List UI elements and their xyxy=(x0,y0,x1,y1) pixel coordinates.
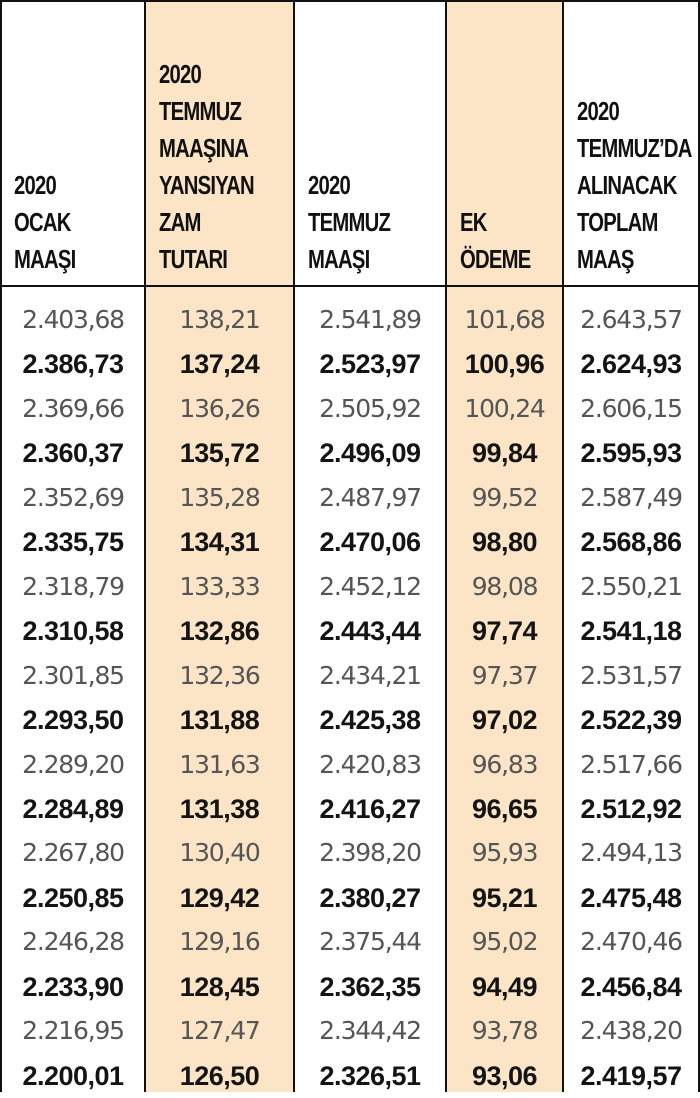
cell-temmuz-maasi: 2.398,20 xyxy=(319,838,421,868)
table-row xyxy=(0,387,700,431)
table-row xyxy=(0,787,700,831)
cell-ocak-maasi: 2.335,75 xyxy=(22,527,124,558)
table-row xyxy=(0,298,700,342)
header-temmuz-maasi xyxy=(294,6,446,278)
table-row xyxy=(0,743,700,787)
cell-toplam-maas: 2.606,15 xyxy=(580,393,682,423)
cell-zam-tutari: 134,31 xyxy=(179,527,260,558)
cell-temmuz-maasi: 2.344,42 xyxy=(319,1016,421,1046)
cell-temmuz-maasi: 2.416,27 xyxy=(319,793,421,824)
cell-ek-odeme: 100,96 xyxy=(464,349,545,380)
cell-temmuz-maasi: 2.425,38 xyxy=(319,705,421,736)
cell-zam-tutari: 138,21 xyxy=(179,305,260,334)
cell-zam-tutari: 126,50 xyxy=(179,1060,260,1091)
cell-ek-odeme: 96,65 xyxy=(471,793,538,824)
cell-ocak-maasi: 2.267,80 xyxy=(22,838,124,868)
cell-temmuz-maasi: 2.326,51 xyxy=(319,1060,421,1091)
table-row xyxy=(0,520,700,564)
cell-zam-tutari: 131,38 xyxy=(179,793,260,824)
cell-zam-tutari: 127,47 xyxy=(179,1016,260,1046)
cell-temmuz-maasi: 2.523,97 xyxy=(319,349,421,380)
cell-zam-tutari: 133,33 xyxy=(179,571,260,601)
cell-temmuz-maasi: 2.375,44 xyxy=(319,927,421,957)
cell-ocak-maasi: 2.352,69 xyxy=(22,482,124,512)
cell-ocak-maasi: 2.200,01 xyxy=(22,1060,124,1091)
cell-ocak-maasi: 2.289,20 xyxy=(22,749,124,779)
cell-ek-odeme: 99,84 xyxy=(471,438,538,469)
cell-toplam-maas: 2.456,84 xyxy=(580,971,682,1002)
cell-toplam-maas: 2.587,49 xyxy=(580,482,682,512)
cell-temmuz-maasi: 2.443,44 xyxy=(319,616,421,647)
cell-ocak-maasi: 2.318,79 xyxy=(22,571,124,601)
cell-toplam-maas: 2.438,20 xyxy=(580,1016,682,1046)
cell-ek-odeme: 96,83 xyxy=(471,749,538,779)
header-label: 2020 TEMMUZ MAAŞI xyxy=(308,170,391,274)
cell-toplam-maas: 2.512,92 xyxy=(580,793,682,824)
table-row xyxy=(0,698,700,742)
cell-toplam-maas: 2.531,57 xyxy=(580,660,682,690)
cell-ek-odeme: 93,06 xyxy=(471,1060,538,1091)
cell-zam-tutari: 129,42 xyxy=(179,882,260,913)
table-row xyxy=(0,431,700,475)
cell-temmuz-maasi: 2.380,27 xyxy=(319,882,421,913)
cell-temmuz-maasi: 2.496,09 xyxy=(319,438,421,469)
cell-ek-odeme: 97,02 xyxy=(471,705,538,736)
cell-toplam-maas: 2.517,66 xyxy=(580,749,682,779)
cell-ek-odeme: 95,93 xyxy=(471,838,538,868)
cell-toplam-maas: 2.624,93 xyxy=(580,349,682,380)
cell-ek-odeme: 101,68 xyxy=(464,305,545,334)
column-divider xyxy=(562,0,564,1092)
cell-ocak-maasi: 2.360,37 xyxy=(22,438,124,469)
header-label: 2020 TEMMUZ’DA ALINACAK TOPLAM MAAŞ xyxy=(577,96,692,274)
cell-temmuz-maasi: 2.470,06 xyxy=(319,527,421,558)
table-row xyxy=(0,1009,700,1053)
cell-zam-tutari: 135,28 xyxy=(179,482,260,512)
cell-zam-tutari: 136,26 xyxy=(179,393,260,423)
cell-ek-odeme: 94,49 xyxy=(471,971,538,1002)
column-divider xyxy=(144,0,146,1092)
cell-toplam-maas: 2.419,57 xyxy=(580,1060,682,1091)
header-label: 2020 TEMMUZ MAAŞINA YANSIYAN ZAM TUTARI xyxy=(159,59,254,274)
column-divider xyxy=(0,0,2,1092)
column-divider xyxy=(445,0,447,1092)
cell-ocak-maasi: 2.250,85 xyxy=(22,882,124,913)
cell-zam-tutari: 137,24 xyxy=(179,349,260,380)
cell-temmuz-maasi: 2.487,97 xyxy=(319,482,421,512)
cell-ek-odeme: 98,08 xyxy=(471,571,538,601)
column-divider xyxy=(293,0,295,1092)
cell-toplam-maas: 2.568,86 xyxy=(580,527,682,558)
cell-zam-tutari: 128,45 xyxy=(179,971,260,1002)
cell-temmuz-maasi: 2.541,89 xyxy=(319,305,421,334)
header-label: EK ÖDEME xyxy=(460,207,531,274)
cell-zam-tutari: 131,88 xyxy=(179,705,260,736)
cell-toplam-maas: 2.470,46 xyxy=(580,927,682,957)
table-row xyxy=(0,654,700,698)
cell-toplam-maas: 2.494,13 xyxy=(580,838,682,868)
cell-ek-odeme: 95,21 xyxy=(471,882,538,913)
table-row xyxy=(0,831,700,875)
cell-ek-odeme: 97,37 xyxy=(471,660,538,690)
cell-zam-tutari: 132,36 xyxy=(179,660,260,690)
cell-ek-odeme: 97,74 xyxy=(471,616,538,647)
cell-temmuz-maasi: 2.362,35 xyxy=(319,971,421,1002)
cell-ek-odeme: 93,78 xyxy=(471,1016,538,1046)
cell-ocak-maasi: 2.301,85 xyxy=(22,660,124,690)
cell-zam-tutari: 135,72 xyxy=(179,438,260,469)
cell-toplam-maas: 2.550,21 xyxy=(580,571,682,601)
header-toplam-maas xyxy=(563,6,700,278)
table-row xyxy=(0,965,700,1009)
table-row xyxy=(0,876,700,920)
cell-ek-odeme: 98,80 xyxy=(471,527,538,558)
cell-ocak-maasi: 2.310,58 xyxy=(22,616,124,647)
cell-ocak-maasi: 2.403,68 xyxy=(22,305,124,334)
table-row xyxy=(0,920,700,964)
cell-zam-tutari: 132,86 xyxy=(179,616,260,647)
cell-temmuz-maasi: 2.434,21 xyxy=(319,660,421,690)
cell-toplam-maas: 2.522,39 xyxy=(580,705,682,736)
header-divider xyxy=(0,285,700,287)
cell-ocak-maasi: 2.293,50 xyxy=(22,705,124,736)
cell-temmuz-maasi: 2.452,12 xyxy=(319,571,421,601)
cell-zam-tutari: 129,16 xyxy=(179,927,260,957)
cell-toplam-maas: 2.595,93 xyxy=(580,438,682,469)
cell-zam-tutari: 131,63 xyxy=(179,749,260,779)
cell-toplam-maas: 2.541,18 xyxy=(580,616,682,647)
top-border xyxy=(0,0,700,2)
cell-ek-odeme: 100,24 xyxy=(464,393,545,423)
header-ocak-maasi xyxy=(0,6,145,278)
header-ek-odeme xyxy=(446,6,563,278)
cell-ocak-maasi: 2.369,66 xyxy=(22,393,124,423)
cell-ek-odeme: 99,52 xyxy=(471,482,538,512)
cell-ocak-maasi: 2.284,89 xyxy=(22,793,124,824)
table-row xyxy=(0,565,700,609)
header-zam-tutari xyxy=(145,6,294,278)
cell-toplam-maas: 2.475,48 xyxy=(580,882,682,913)
cell-ocak-maasi: 2.216,95 xyxy=(22,1016,124,1046)
cell-ocak-maasi: 2.386,73 xyxy=(22,349,124,380)
table-row xyxy=(0,476,700,520)
cell-zam-tutari: 130,40 xyxy=(179,838,260,868)
cell-temmuz-maasi: 2.505,92 xyxy=(319,393,421,423)
header-label: 2020 OCAK MAAŞI xyxy=(14,170,76,274)
table-row xyxy=(0,342,700,386)
cell-ek-odeme: 95,02 xyxy=(471,927,538,957)
cell-toplam-maas: 2.643,57 xyxy=(580,305,682,334)
cell-ocak-maasi: 2.233,90 xyxy=(22,971,124,1002)
table-row xyxy=(0,1054,700,1098)
cell-ocak-maasi: 2.246,28 xyxy=(22,927,124,957)
table-row xyxy=(0,609,700,653)
cell-temmuz-maasi: 2.420,83 xyxy=(319,749,421,779)
